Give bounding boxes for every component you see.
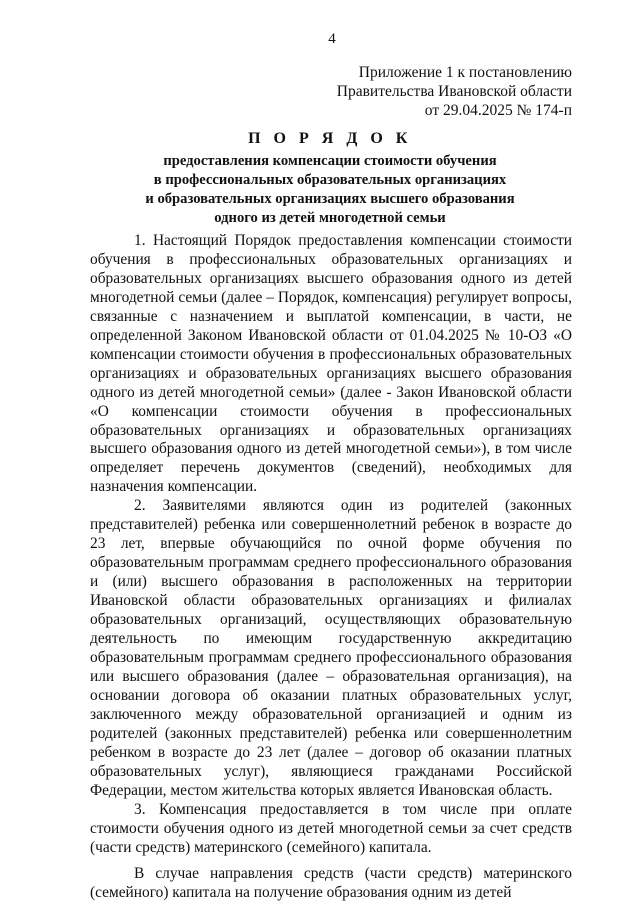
page-number: 4 <box>328 31 336 47</box>
title-line-4: одного из детей многодетной семьи <box>214 210 446 226</box>
appendix-line-1: Приложение 1 к постановлению <box>358 64 572 81</box>
title-line-2: в профессиональных образовательных организациях <box>153 172 507 188</box>
title-line-3: и образовательных организациях высшего образования <box>145 191 515 207</box>
appendix-line-3: от 29.04.2025 № 174-п <box>424 102 572 119</box>
appendix-header <box>337 63 572 120</box>
document-body <box>90 232 572 903</box>
title-main: П О Р Я Д О К <box>248 130 412 147</box>
paragraph-4: В случае направления средств (части средств) материнского (семейного) капитала на получение образования одним из детей <box>90 865 572 902</box>
paragraph-1: 1. Настоящий Порядок предоставления компенсации стоимости обучения в профессиональных образовательных организациях и образовательных организациях высшего образования одного из детей многодетной семьи (далее – Порядок, компенсация) регулирует вопросы, связанные с назначением и выплатой компенсации, в части, не определенной Законом Ивановской области от 01.04.2025 № 10-ОЗ «О компенсации стоимости обучения в профессиональных образовательных организациях и образовательных организациях высшего образования одного из детей многодетной семьи» (далее - Закон Ивановской области «О компенсации стоимости обучения в профессиональных образовательных организациях и образовательных организациях высшего образования одного из детей многодетной семьи»), в том числе определяет перечень документов (сведений), необходимых для назначения компенсации. <box>90 232 572 496</box>
document-title <box>90 128 570 228</box>
paragraph-2: 2. Заявителями являются один из родителей (законных представителей) ребенка или совершеннолетний ребенок в возрасте до 23 лет, впервые обучающийся по очной форме обучения по образовательным программам среднего профессионального образования и (или) высшего образования в расположенных на территории Ивановской области образовательных организациях и филиалах образовательных организаций, осуществляющих образовательную деятельность по имеющим государственную аккредитацию образовательным программам среднего профессионального образования или высшего образования (далее – образовательная организация), на основании договора об оказании платных образовательных услуг, заключенного между образовательной организацией и одним из родителей (законных представителей) ребенка или совершеннолетним ребенком в возрасте до 23 лет (далее – договор об оказании платных образовательных услуг), являющиеся гражданами Российской Федерации, местом жительства которых является Ивановская область. <box>90 497 572 799</box>
appendix-line-2: Правительства Ивановской области <box>336 83 572 100</box>
paragraph-3: 3. Компенсация предоставляется в том числе при оплате стоимости обучения одного из детей многодетной семьи за счет средств (части средств) материнского (семейного) капитала. <box>90 800 572 856</box>
title-line-1: предоставления компенсации стоимости обучения <box>163 153 497 169</box>
